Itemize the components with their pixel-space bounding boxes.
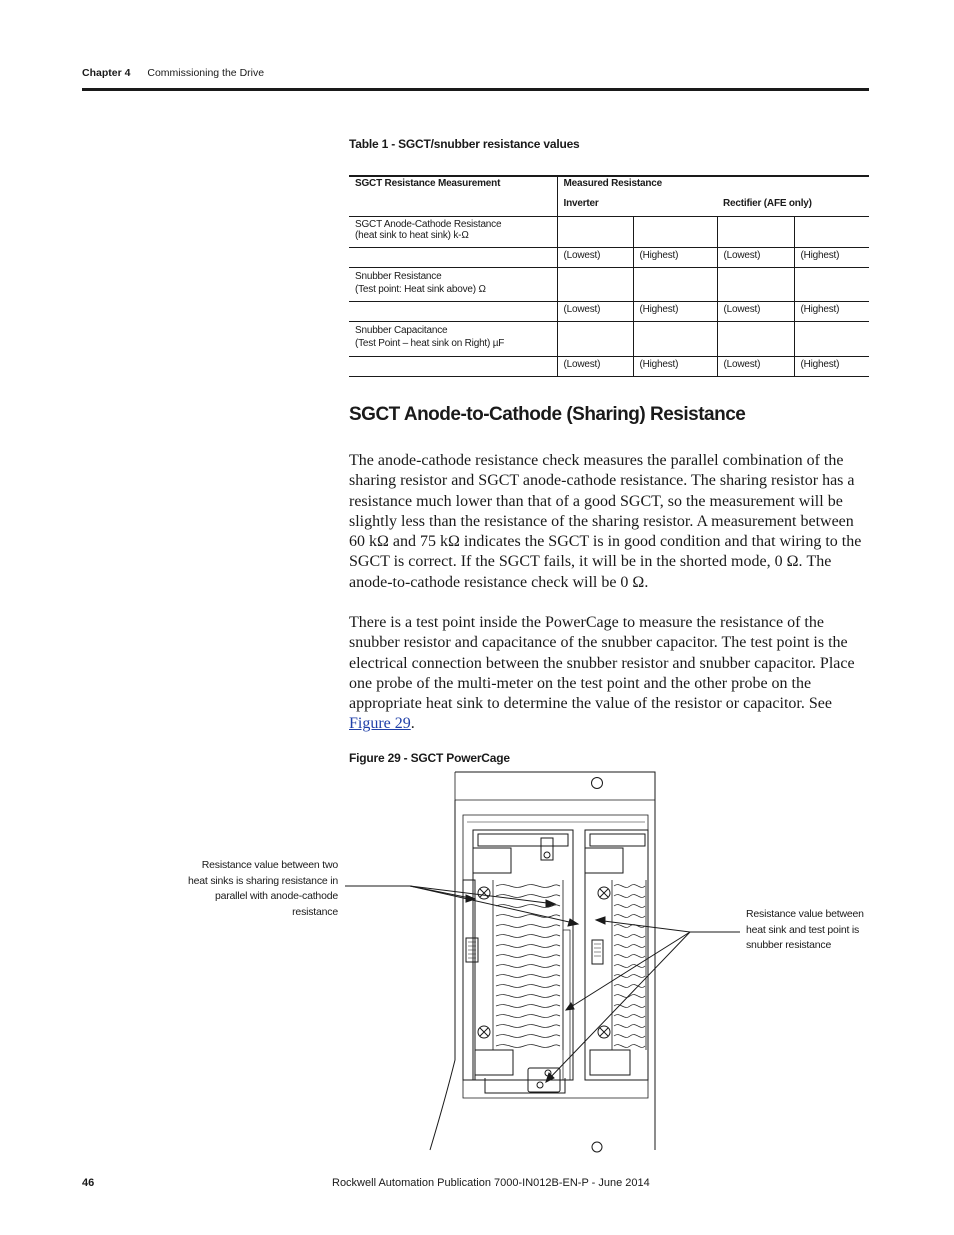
mounting-hole (592, 1142, 602, 1152)
cabinet-left-edge (430, 800, 455, 1150)
sgct-module-left (463, 830, 573, 1080)
row-label-line1: Snubber Resistance (355, 271, 442, 282)
table-row (349, 217, 557, 248)
table-cell (557, 217, 633, 248)
row-label-line2: (Test Point – heat sink on Right) µF (355, 338, 505, 349)
lowest-cell: (Lowest) (717, 302, 794, 322)
table-cell (349, 248, 557, 268)
callout-left-leaders (345, 886, 578, 926)
figure-caption: Figure 29 - SGCT PowerCage (349, 751, 510, 765)
publication-info: Rockwell Automation Publication 7000-IN012B-EN-P - June 2014 (332, 1177, 650, 1189)
highest-cell: (Highest) (633, 248, 717, 268)
table-cell (794, 322, 869, 357)
table-cell (717, 217, 794, 248)
highest-cell: (Highest) (794, 248, 869, 268)
callout-left: Resistance value between two heat sinks is sharing resistance in parallel with anode-cathode resistance (188, 859, 338, 918)
header-rule (82, 88, 869, 91)
table-row (349, 322, 557, 357)
header-spacer (349, 196, 557, 217)
highest-cell: (Highest) (794, 357, 869, 377)
paragraph-1: The anode-cathode resistance check measures the parallel combination of the sharing resistor and SGCT anode-cathode resistance. The sharing resistor has a resistance much lower than that of a good SGCT, so the measurement will be slightly less than the resistance of the sharing resistor. A measurement between 60 kΩ and 75 kΩ indicates the SGCT is in good condition and that wiring to the SGCT is correct. If the SGCT fails, it will be in the shorted mode, 0 Ω. The anode-to-cathode resistance check will be 0 Ω. (349, 452, 862, 591)
highest-cell: (Highest) (633, 357, 717, 377)
lowest-cell: (Lowest) (717, 248, 794, 268)
mounting-hole (592, 778, 603, 789)
table-cell (557, 268, 633, 302)
row-label-line2: (Test point: Heat sink above) Ω (355, 284, 486, 295)
resistance-table (349, 175, 869, 377)
page-number: 46 (82, 1177, 95, 1189)
highest-cell: (Highest) (794, 302, 869, 322)
lowest-cell: (Lowest) (557, 302, 633, 322)
chapter-title: Commissioning the Drive (147, 67, 265, 79)
table-cell (633, 268, 717, 302)
paragraph-2-end: . (410, 715, 415, 733)
paragraph-2 (349, 613, 869, 735)
table-cell (557, 322, 633, 357)
table-caption: Table 1 - SGCT/snubber resistance values (349, 137, 580, 151)
table-row (349, 268, 557, 302)
header-inverter: Inverter (557, 196, 717, 217)
table-cell (717, 268, 794, 302)
lowest-cell: (Lowest) (557, 357, 633, 377)
callout-right: Resistance value between heat sink and test point is snubber resistance (746, 908, 864, 951)
table-cell (794, 268, 869, 302)
running-header (82, 67, 264, 79)
lowest-cell: (Lowest) (717, 357, 794, 377)
table-cell (794, 217, 869, 248)
header-measurement: SGCT Resistance Measurement (349, 176, 557, 196)
row-label-line1: SGCT Anode-Cathode Resistance (355, 219, 502, 230)
section-heading: SGCT Anode-to-Cathode (Sharing) Resistance (349, 404, 746, 425)
table-cell (633, 217, 717, 248)
row-label-line2: (heat sink to heat sink) k-Ω (355, 230, 469, 241)
sgct-module-right (585, 830, 648, 1080)
figure-29-link[interactable]: Figure 29 (349, 715, 411, 733)
header-rectifier: Rectifier (AFE only) (717, 196, 869, 217)
chapter-label: Chapter 4 (82, 67, 131, 79)
callout-right-leaders (546, 917, 740, 1082)
lowest-cell: (Lowest) (557, 248, 633, 268)
header-measured: Measured Resistance (557, 176, 869, 196)
table-cell (349, 357, 557, 377)
highest-cell: (Highest) (633, 302, 717, 322)
table-cell (633, 322, 717, 357)
row-label-line1: Snubber Capacitance (355, 325, 448, 336)
table-cell (717, 322, 794, 357)
table-cell (349, 302, 557, 322)
paragraph-2-text: There is a test point inside the PowerCage to measure the resistance of the snubber resistor and capacitance of the snubber capacitor. The test point is the electrical connection between the snubber resistor and snubber capacitor. Place one probe of the multi-meter on the test point and the other probe on the appropriate heat sink to determine the value of the resistor or capacitor. See (349, 614, 855, 713)
powercage-drawing (150, 765, 870, 1155)
